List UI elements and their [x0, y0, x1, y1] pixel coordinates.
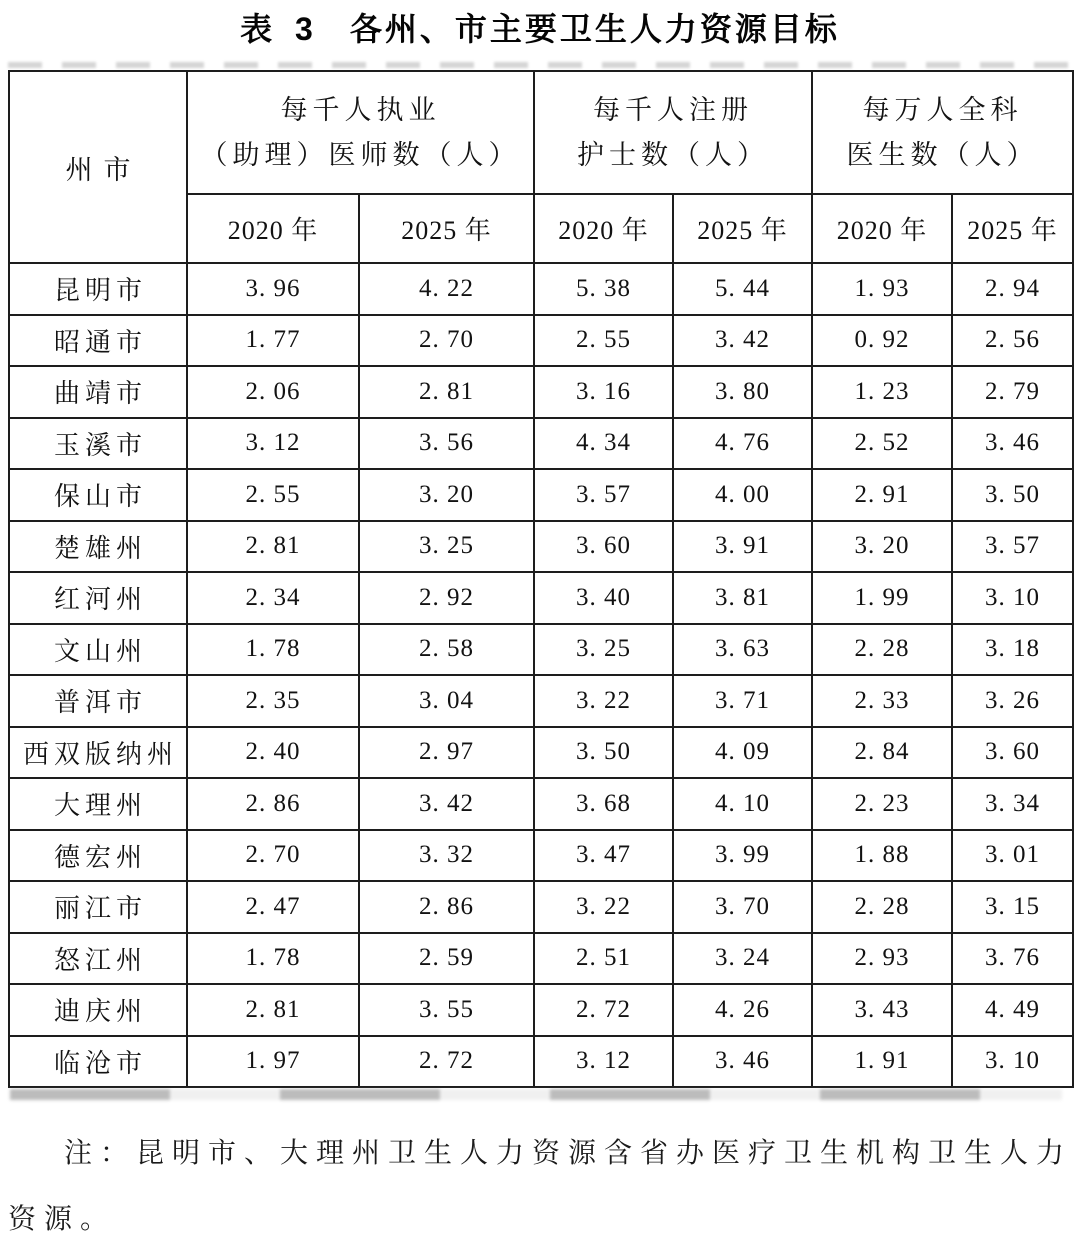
group-label-line2: 医生数（人）: [846, 139, 1039, 170]
column-group-doctors: [187, 71, 534, 194]
year-header: 2025 年: [673, 194, 812, 263]
value-cell: 2. 97: [359, 727, 534, 779]
table-row: [9, 521, 1073, 573]
value-cell: 4. 76: [673, 418, 812, 470]
year-header: 2020 年: [812, 194, 952, 263]
value-cell: 3. 56: [359, 418, 534, 470]
column-group-nurses: [534, 71, 812, 194]
scan-artifact-bottom: [10, 1089, 1062, 1100]
value-cell: 3. 43: [812, 984, 952, 1036]
value-cell: 3. 57: [534, 469, 673, 521]
region-name: 昭通市: [9, 315, 187, 367]
value-cell: 2. 79: [952, 366, 1073, 418]
value-cell: 5. 38: [534, 263, 673, 315]
region-name: 迪庆州: [9, 984, 187, 1036]
year-header: 2020 年: [187, 194, 359, 263]
value-cell: 3. 71: [673, 675, 812, 727]
header-group-row: [9, 71, 1073, 194]
table-row: [9, 778, 1073, 830]
year-header: 2025 年: [952, 194, 1073, 263]
value-cell: 2. 91: [812, 469, 952, 521]
value-cell: 2. 47: [187, 881, 359, 933]
table-row: [9, 933, 1073, 985]
region-name: 玉溪市: [9, 418, 187, 470]
value-cell: 1. 88: [812, 830, 952, 882]
value-cell: 2. 70: [187, 830, 359, 882]
value-cell: 3. 12: [534, 1036, 673, 1088]
table-row: [9, 1036, 1073, 1088]
region-name: 西双版纳州: [9, 727, 187, 779]
value-cell: 2. 55: [534, 315, 673, 367]
value-cell: 4. 00: [673, 469, 812, 521]
value-cell: 3. 42: [673, 315, 812, 367]
region-name: 大理州: [9, 778, 187, 830]
value-cell: 4. 49: [952, 984, 1073, 1036]
column-header-region: 州市: [9, 71, 187, 263]
value-cell: 3. 70: [673, 881, 812, 933]
table-title: [8, 6, 1072, 52]
table-row: [9, 727, 1073, 779]
table-row: [9, 881, 1073, 933]
region-name: 德宏州: [9, 830, 187, 882]
table-row: [9, 469, 1073, 521]
group-label-line1: 每千人执业: [280, 94, 441, 125]
value-cell: 1. 99: [812, 572, 952, 624]
region-name: 保山市: [9, 469, 187, 521]
group-label-line2: 护士数（人）: [577, 139, 769, 170]
value-cell: 1. 77: [187, 315, 359, 367]
table-row: [9, 366, 1073, 418]
value-cell: 2. 81: [187, 521, 359, 573]
table-row: [9, 418, 1073, 470]
value-cell: 2. 72: [534, 984, 673, 1036]
value-cell: 2. 92: [359, 572, 534, 624]
value-cell: 3. 99: [673, 830, 812, 882]
table-row: [9, 830, 1073, 882]
value-cell: 3. 76: [952, 933, 1073, 985]
value-cell: 1. 91: [812, 1036, 952, 1088]
value-cell: 2. 35: [187, 675, 359, 727]
table-header: [9, 71, 1073, 263]
value-cell: 4. 09: [673, 727, 812, 779]
value-cell: 3. 42: [359, 778, 534, 830]
value-cell: 3. 01: [952, 830, 1073, 882]
value-cell: 3. 12: [187, 418, 359, 470]
value-cell: 3. 10: [952, 572, 1073, 624]
value-cell: 4. 22: [359, 263, 534, 315]
table-row: [9, 675, 1073, 727]
value-cell: 2. 59: [359, 933, 534, 985]
health-resources-table: [8, 70, 1074, 1088]
value-cell: 3. 60: [952, 727, 1073, 779]
region-name: 昆明市: [9, 263, 187, 315]
region-name: 丽江市: [9, 881, 187, 933]
table-row: [9, 263, 1073, 315]
value-cell: 3. 96: [187, 263, 359, 315]
value-cell: 3. 60: [534, 521, 673, 573]
value-cell: 3. 68: [534, 778, 673, 830]
value-cell: 3. 46: [673, 1036, 812, 1088]
value-cell: 4. 10: [673, 778, 812, 830]
region-name: 曲靖市: [9, 366, 187, 418]
value-cell: 0. 92: [812, 315, 952, 367]
value-cell: 3. 04: [359, 675, 534, 727]
value-cell: 3. 24: [673, 933, 812, 985]
region-name: 怒江州: [9, 933, 187, 985]
value-cell: 3. 25: [359, 521, 534, 573]
region-name: 临沧市: [9, 1036, 187, 1088]
table-row: [9, 624, 1073, 676]
value-cell: 2. 28: [812, 624, 952, 676]
group-label-line2: （助理）医师数（人）: [200, 139, 521, 170]
value-cell: 1. 23: [812, 366, 952, 418]
value-cell: 3. 91: [673, 521, 812, 573]
value-cell: 1. 93: [812, 263, 952, 315]
footnote: 注：昆明市、大理州卫生人力资源含省办医疗卫生机构卫生人力资源。: [8, 1138, 1073, 1235]
value-cell: 3. 32: [359, 830, 534, 882]
value-cell: 3. 16: [534, 366, 673, 418]
value-cell: 3. 57: [952, 521, 1073, 573]
value-cell: 3. 46: [952, 418, 1073, 470]
value-cell: 2. 72: [359, 1036, 534, 1088]
table-number: 表 3: [240, 11, 320, 47]
year-header: 2020 年: [534, 194, 673, 263]
year-header: 2025 年: [359, 194, 534, 263]
value-cell: 3. 50: [534, 727, 673, 779]
value-cell: 2. 94: [952, 263, 1073, 315]
value-cell: 2. 86: [359, 881, 534, 933]
value-cell: 3. 55: [359, 984, 534, 1036]
table-row: [9, 572, 1073, 624]
value-cell: 3. 18: [952, 624, 1073, 676]
region-name: 楚雄州: [9, 521, 187, 573]
value-cell: 3. 22: [534, 675, 673, 727]
value-cell: 2. 93: [812, 933, 952, 985]
value-cell: 1. 78: [187, 933, 359, 985]
column-group-general-practitioners: [812, 71, 1073, 194]
group-label-line1: 每千人注册: [593, 94, 753, 125]
region-name: 红河州: [9, 572, 187, 624]
table-body: [9, 263, 1073, 1087]
value-cell: 3. 20: [812, 521, 952, 573]
value-cell: 3. 80: [673, 366, 812, 418]
table-caption: 各州、市主要卫生人力资源目标: [349, 11, 840, 47]
value-cell: 3. 26: [952, 675, 1073, 727]
value-cell: 2. 56: [952, 315, 1073, 367]
value-cell: 2. 55: [187, 469, 359, 521]
value-cell: 4. 34: [534, 418, 673, 470]
value-cell: 3. 47: [534, 830, 673, 882]
value-cell: 2. 34: [187, 572, 359, 624]
value-cell: 3. 22: [534, 881, 673, 933]
table-row: [9, 315, 1073, 367]
value-cell: 2. 28: [812, 881, 952, 933]
value-cell: 2. 51: [534, 933, 673, 985]
scan-artifact-top: [8, 62, 1068, 68]
value-cell: 2. 06: [187, 366, 359, 418]
value-cell: 3. 25: [534, 624, 673, 676]
value-cell: 5. 44: [673, 263, 812, 315]
value-cell: 2. 40: [187, 727, 359, 779]
value-cell: 2. 81: [359, 366, 534, 418]
value-cell: 3. 81: [673, 572, 812, 624]
group-label-line1: 每万人全科: [862, 94, 1023, 125]
region-name: 普洱市: [9, 675, 187, 727]
value-cell: 3. 50: [952, 469, 1073, 521]
value-cell: 3. 20: [359, 469, 534, 521]
value-cell: 3. 40: [534, 572, 673, 624]
table-container: [8, 62, 1072, 1100]
value-cell: 3. 10: [952, 1036, 1073, 1088]
value-cell: 3. 63: [673, 624, 812, 676]
value-cell: 2. 81: [187, 984, 359, 1036]
value-cell: 1. 78: [187, 624, 359, 676]
value-cell: 3. 34: [952, 778, 1073, 830]
value-cell: 4. 26: [673, 984, 812, 1036]
value-cell: 2. 84: [812, 727, 952, 779]
value-cell: 2. 23: [812, 778, 952, 830]
table-row: [9, 984, 1073, 1036]
value-cell: 1. 97: [187, 1036, 359, 1088]
value-cell: 2. 86: [187, 778, 359, 830]
value-cell: 2. 58: [359, 624, 534, 676]
value-cell: 2. 52: [812, 418, 952, 470]
value-cell: 3. 15: [952, 881, 1073, 933]
value-cell: 2. 33: [812, 675, 952, 727]
value-cell: 2. 70: [359, 315, 534, 367]
region-name: 文山州: [9, 624, 187, 676]
